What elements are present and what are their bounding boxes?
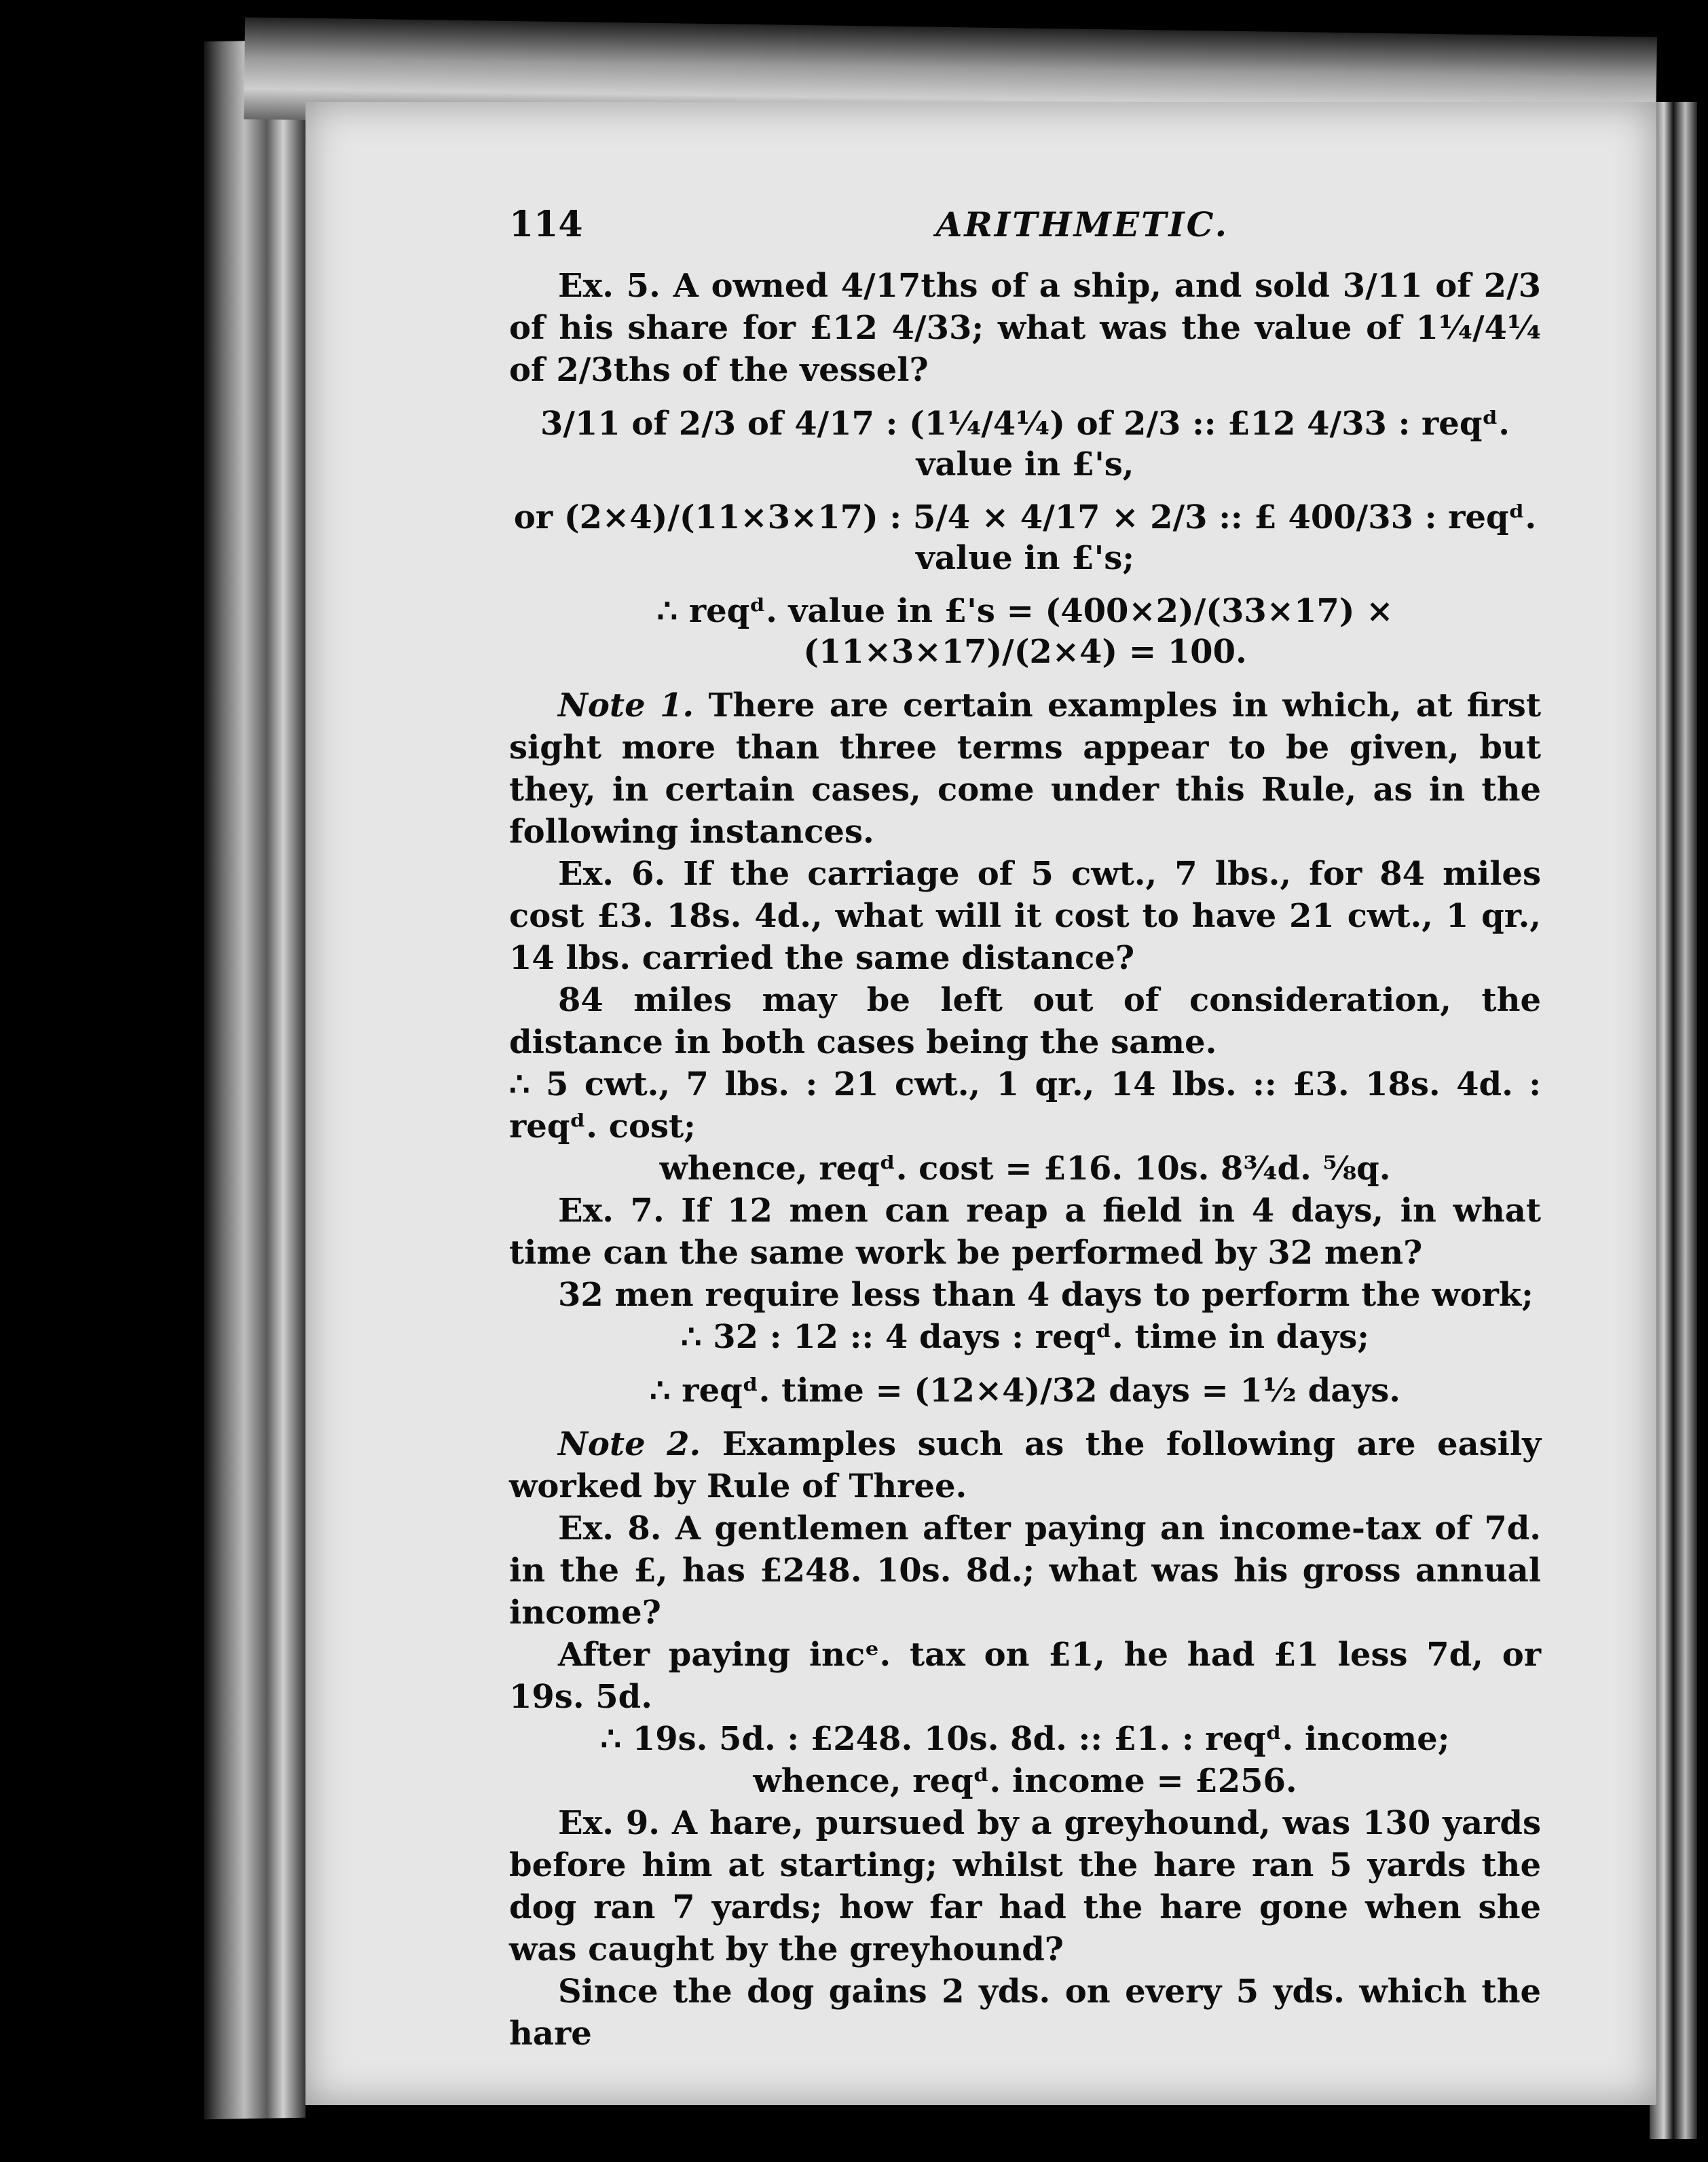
ex9-remark: Since the dog gains 2 yds. on every 5 yds. which the hare <box>509 1973 1541 2053</box>
book-edge-left <box>204 40 305 2120</box>
ex8-proportion: ∴ 19s. 5d. : £248. 10s. 8d. :: £1. : reqᵈ. income; <box>600 1720 1450 1758</box>
ex8-question: Ex. 8. A gentlemen after paying an income-tax of 7d. in the £, has £248. 10s. 8d.; what was his gross annual income? <box>509 1509 1541 1632</box>
running-title: ARITHMETIC. <box>935 204 1229 244</box>
note1-text: There are certain examples in which, at first sight more than three terms appear to be given, but they, in certain cases, come under this Rule, as in the following instances. <box>509 686 1541 851</box>
note2 <box>509 1423 1541 1507</box>
ex9-question: Ex. 9. A hare, pursued by a greyhound, was 130 yards before him at starting; whilst the hare ran 5 yards the dog ran 7 yards; how far had the hare gone when she was caught by the greyhound? <box>509 1804 1541 1968</box>
ex7-remark: 32 men require less than 4 days to perform the work; <box>558 1276 1534 1314</box>
page-header <box>509 204 1541 246</box>
ex6-result: whence, reqᵈ. cost = £16. 10s. 8¾d. ⅝q. <box>659 1150 1391 1188</box>
book-page <box>305 102 1656 2105</box>
page-number: 114 <box>509 204 583 245</box>
ex7-result: ∴ reqᵈ. time = (12×4)/32 days = 1½ days. <box>650 1372 1400 1410</box>
ex5-question: Ex. 5. A owned 4/17ths of a ship, and sold 3/11 of 2/3 of his share for £12 4/33; what was the value of 1¼/4¼ of 2/3ths of the vessel? <box>509 267 1541 389</box>
ex6-question: Ex. 6. If the carriage of 5 cwt., 7 lbs., for 84 miles cost £3. 18s. 4d., what will it cost to have 21 cwt., 1 qr., 14 lbs. carried the same distance? <box>509 855 1541 977</box>
ex5-proportion-line: 3/11 of 2/3 of 4/17 : (1¼/4¼) of 2/3 :: £12 4/33 : reqᵈ. value in £'s, <box>540 405 1510 483</box>
ex5-result: ∴ reqᵈ. value in £'s = (400×2)/(33×17) × (11×3×17)/(2×4) = 100. <box>656 592 1394 671</box>
note2-text: Examples such as the following are easily worked by Rule of Three. <box>509 1425 1541 1505</box>
ex8-result: whence, reqᵈ. income = £256. <box>753 1762 1297 1800</box>
ex7-proportion: ∴ 32 : 12 :: 4 days : reqᵈ. time in days; <box>681 1318 1369 1356</box>
page-text <box>509 204 1541 2055</box>
ex5-proportion-line-reduced: or (2×4)/(11×3×17) : 5/4 × 4/17 × 2/3 :: £ 400/33 : reqᵈ. value in £'s; <box>513 498 1537 577</box>
ex8-remark: After paying incᵉ. tax on £1, he had £1 less 7d, or 19s. 5d. <box>509 1636 1541 1716</box>
ex6-proportion: ∴ 5 cwt., 7 lbs. : 21 cwt., 1 qr., 14 lbs. :: £3. 18s. 4d. : reqᵈ. cost; <box>509 1065 1541 1146</box>
note1 <box>509 684 1541 853</box>
ex6-remark: 84 miles may be left out of consideration, the distance in both cases being the same. <box>509 981 1541 1061</box>
note2-label: Note 2. <box>558 1425 701 1463</box>
note1-label: Note 1. <box>558 686 694 725</box>
book-edge-right <box>1650 102 1697 2139</box>
ex7-question: Ex. 7. If 12 men can reap a field in 4 days, in what time can the same work be performed by 32 men? <box>509 1192 1541 1272</box>
